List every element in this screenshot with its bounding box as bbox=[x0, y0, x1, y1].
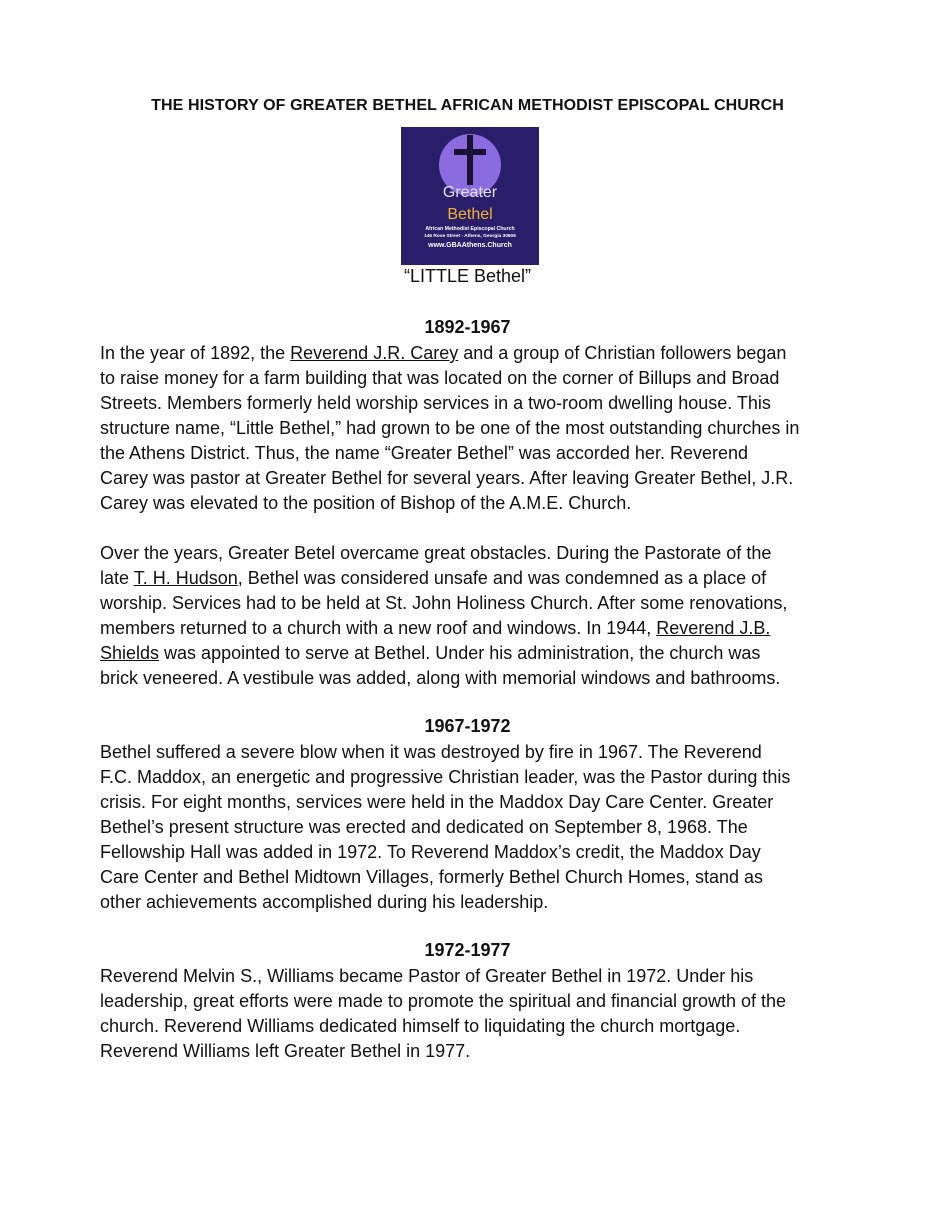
church-logo bbox=[401, 127, 539, 265]
paragraph-line: Shields was appointed to serve at Bethel. Under his administration, the church was bbox=[100, 643, 761, 663]
link-reverend-jb-shields[interactable]: Reverend J.B. bbox=[656, 618, 771, 638]
link-reverend-jr-carey[interactable]: Reverend J.R. Carey bbox=[290, 343, 459, 363]
paragraph-line: structure name, “Little Bethel,” had grown to be one of the most outstanding churches in bbox=[100, 418, 800, 438]
logo-text-greater: Greater bbox=[442, 184, 498, 201]
logo-text-denomination: African Methodist Episcopal Church bbox=[425, 226, 515, 232]
paragraph-line: brick veneered. A vestibule was added, along with memorial windows and bathrooms. bbox=[100, 668, 781, 688]
section-heading-1892-1967: 1892-1967 bbox=[424, 317, 511, 337]
logo-text-website: www.GBAAthens.Church bbox=[428, 242, 512, 249]
paragraph-line: F.C. Maddox, an energetic and progressive Christian leader, was the Pastor during this bbox=[100, 767, 791, 787]
logo-caption: “LITTLE Bethel” bbox=[403, 266, 532, 286]
paragraph-line: leadership, great efforts were made to promote the spiritual and financial growth of the bbox=[100, 991, 787, 1011]
paragraph-line: Streets. Members formerly held worship services in a two-room dwelling house. This bbox=[100, 393, 771, 413]
paragraph-line: Carey was pastor at Greater Bethel for several years. After leaving Greater Bethel, J.R. bbox=[100, 468, 794, 488]
section-heading-1967-1972: 1967-1972 bbox=[424, 716, 511, 736]
paragraph-line: Carey was elevated to the position of Bishop of the A.M.E. Church. bbox=[100, 493, 632, 513]
paragraph-line: Reverend Williams left Greater Bethel in 1977. bbox=[100, 1041, 471, 1061]
paragraph-early-history bbox=[100, 341, 840, 516]
paragraph-williams-pastorate bbox=[100, 964, 840, 1064]
paragraph-line: late T. H. Hudson, Bethel was considered unsafe and was condemned as a place of bbox=[100, 568, 767, 588]
logo-text-bethel: Bethel bbox=[447, 206, 493, 223]
paragraph-line: the Athens District. Thus, the name “Greater Bethel” was accorded her. Reverend bbox=[100, 443, 748, 463]
paragraph-line: worship. Services had to be held at St. John Holiness Church. After some renovations, bbox=[100, 593, 788, 613]
section-heading-1972-1977: 1972-1977 bbox=[424, 940, 511, 960]
logo-text-address: 146 Rose Street - Athens, Georgia 30606 bbox=[424, 234, 516, 239]
paragraph-line: Care Center and Bethel Midtown Villages, formerly Bethel Church Homes, stand as bbox=[100, 867, 763, 887]
paragraph-line: In the year of 1892, the Reverend J.R. Carey and a group of Christian followers began bbox=[100, 343, 787, 363]
paragraph-line: crisis. For eight months, services were held in the Maddox Day Care Center. Greater bbox=[100, 792, 774, 812]
paragraph-obstacles bbox=[100, 541, 840, 691]
paragraph-line: church. Reverend Williams dedicated himself to liquidating the church mortgage. bbox=[100, 1016, 741, 1036]
paragraph-line: Over the years, Greater Betel overcame great obstacles. During the Pastorate of the bbox=[100, 543, 772, 563]
paragraph-line: other achievements accomplished during his leadership. bbox=[100, 892, 549, 912]
paragraph-line: Bethel suffered a severe blow when it was destroyed by fire in 1967. The Reverend bbox=[100, 742, 762, 762]
paragraph-fire-and-rebuild bbox=[100, 740, 840, 915]
link-shields[interactable]: Shields bbox=[100, 643, 160, 663]
paragraph-line: Fellowship Hall was added in 1972. To Reverend Maddox’s credit, the Maddox Day bbox=[100, 842, 761, 862]
paragraph-line: to raise money for a farm building that was located on the corner of Billups and Broad bbox=[100, 368, 780, 388]
paragraph-line: Bethel’s present structure was erected and dedicated on September 8, 1968. The bbox=[100, 817, 748, 837]
paragraph-line: members returned to a church with a new roof and windows. In 1944, Reverend J.B. bbox=[100, 618, 771, 638]
paragraph-line: Reverend Melvin S., Williams became Pastor of Greater Bethel in 1972. Under his bbox=[100, 966, 754, 986]
document-title: THE HISTORY OF GREATER BETHEL AFRICAN METHODIST EPISCOPAL CHURCH bbox=[151, 97, 784, 114]
link-th-hudson[interactable]: T. H. Hudson bbox=[133, 568, 238, 588]
